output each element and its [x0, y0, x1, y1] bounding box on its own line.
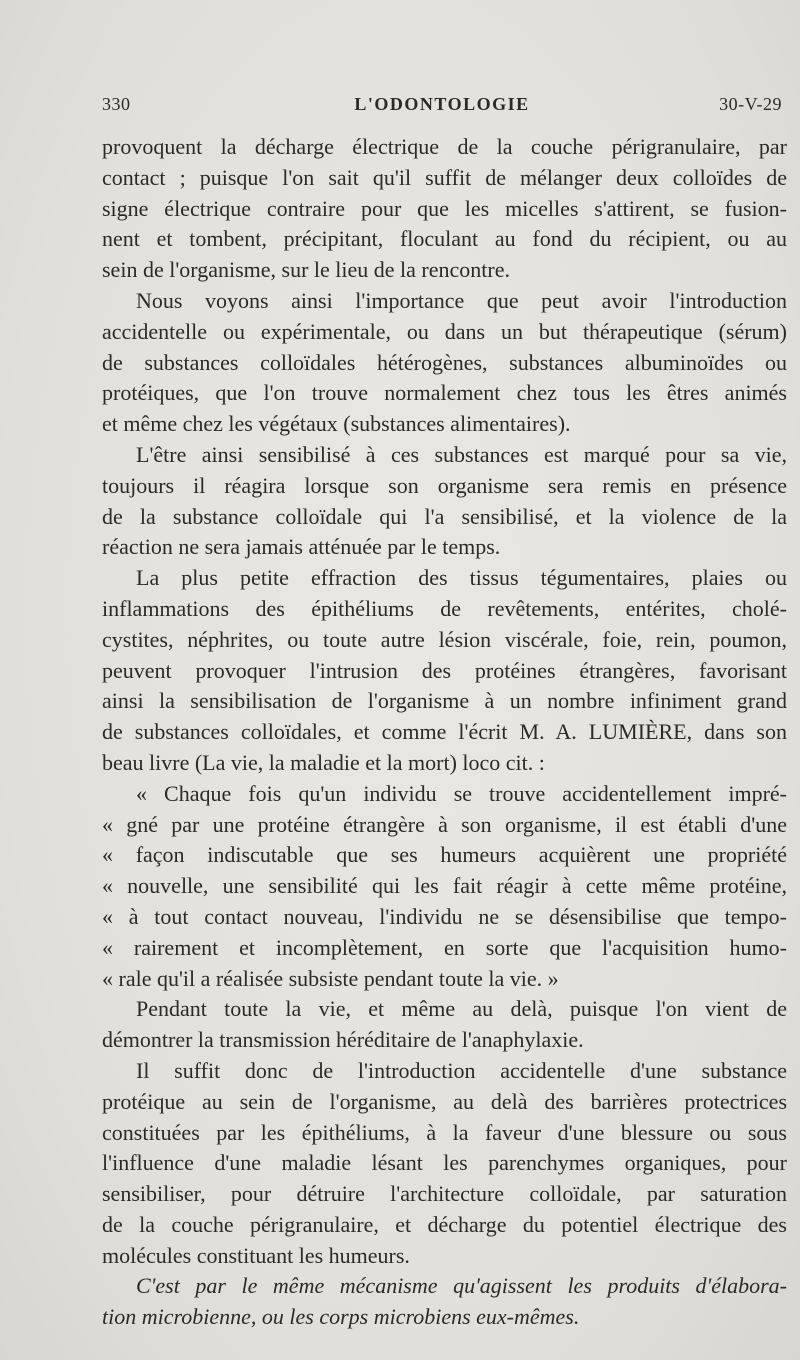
italic-paragraph-line: C'est par le même mécanisme qu'agissent les produits d'élabora-	[136, 1273, 787, 1299]
text-line: beau livre (La vie, la maladie et la mort) loco cit. :	[102, 749, 545, 775]
text-line: de substances colloïdales hétérogènes, substances albuminoïdes ou	[102, 349, 787, 375]
paragraph-start-line: La plus petite effraction des tissus tégumentaires, plaies ou	[136, 565, 787, 591]
text-line: signe électrique contraire pour que les micelles s'attirent, se fusion-	[102, 195, 787, 221]
paragraph-start-line: L'être ainsi sensibilisé à ces substances est marqué pour sa vie,	[136, 441, 787, 467]
text-line: protéique au sein de l'organisme, au delà des barrières protectrices	[102, 1088, 787, 1114]
text-line: sein de l'organisme, sur le lieu de la rencontre.	[102, 257, 510, 283]
text-line: l'influence d'une maladie lésant les parenchymes organiques, pour	[102, 1150, 787, 1176]
text-line: démontrer la transmission héréditaire de l'anaphylaxie.	[102, 1027, 584, 1053]
text-line: et même chez les végétaux (substances alimentaires).	[102, 411, 571, 437]
running-header	[102, 94, 782, 124]
quote-line: « rairement et incomplètement, en sorte que l'acquisition humo-	[102, 934, 787, 960]
paragraph-start-line: Nous voyons ainsi l'importance que peut avoir l'introduction	[136, 287, 787, 313]
text-line: toujours il réagira lorsque son organisme sera remis en présence	[102, 472, 787, 498]
italic-paragraph-line: tion microbienne, ou les corps microbiens eux-mêmes.	[102, 1304, 580, 1330]
text-line: cystites, néphrites, ou toute autre lésion viscérale, foie, rein, poumon,	[102, 626, 787, 652]
text-line: ainsi la sensibilisation de l'organisme à un nombre infiniment grand	[102, 688, 787, 714]
quote-line: « rale qu'il a réalisée subsiste pendant toute la vie. »	[102, 965, 559, 991]
page-number: 330	[102, 94, 131, 114]
text-line: de la substance colloïdale qui l'a sensibilisé, et la violence de la	[102, 503, 787, 529]
journal-title: L'ODONTOLOGIE	[354, 94, 530, 114]
body-text	[102, 132, 787, 1333]
text-line: sensibiliser, pour détruire l'architecture colloïdale, par saturation	[102, 1181, 787, 1207]
quote-line: « à tout contact nouveau, l'individu ne se désensibilise que tempo-	[102, 903, 787, 929]
quote-line: « gné par une protéine étrangère à son organisme, il est établi d'une	[102, 811, 787, 837]
quote-line: « façon indiscutable que ses humeurs acquièrent une propriété	[102, 842, 787, 868]
text-line: accidentelle ou expérimentale, ou dans un but thérapeutique (sérum)	[102, 318, 787, 344]
quote-line: « nouvelle, une sensibilité qui les fait réagir à cette même protéine,	[102, 873, 787, 899]
text-line: peuvent provoquer l'intrusion des protéines étrangères, favorisant	[102, 657, 787, 683]
text-line: protéiques, que l'on trouve normalement chez tous les êtres animés	[102, 380, 787, 406]
quote-line: « Chaque fois qu'un individu se trouve accidentellement impré-	[136, 780, 787, 806]
text-line: inflammations des épithéliums de revêtements, entérites, cholé-	[102, 595, 787, 621]
text-line: contact ; puisque l'on sait qu'il suffit de mélanger deux colloïdes de	[102, 164, 787, 190]
text-line: molécules constituant les humeurs.	[102, 1242, 410, 1268]
text-line: de substances colloïdales, et comme l'écrit M. A. LUMIÈRE, dans son	[102, 719, 787, 745]
paragraph-start-line: Pendant toute la vie, et même au delà, puisque l'on vient de	[136, 996, 787, 1022]
text-line: réaction ne sera jamais atténuée par le temps.	[102, 534, 501, 560]
text-line: constituées par les épithéliums, à la faveur d'une blessure ou sous	[102, 1119, 787, 1145]
issue-date: 30-V-29	[719, 94, 782, 114]
text-line: de la couche périgranulaire, et décharge du potentiel électrique des	[102, 1211, 787, 1237]
text-line: provoquent la décharge électrique de la couche périgranulaire, par	[102, 134, 787, 159]
paragraph-start-line: Il suffit donc de l'introduction accidentelle d'une substance	[136, 1057, 787, 1083]
text-line: nent et tombent, précipitant, floculant au fond du récipient, ou au	[102, 226, 787, 252]
